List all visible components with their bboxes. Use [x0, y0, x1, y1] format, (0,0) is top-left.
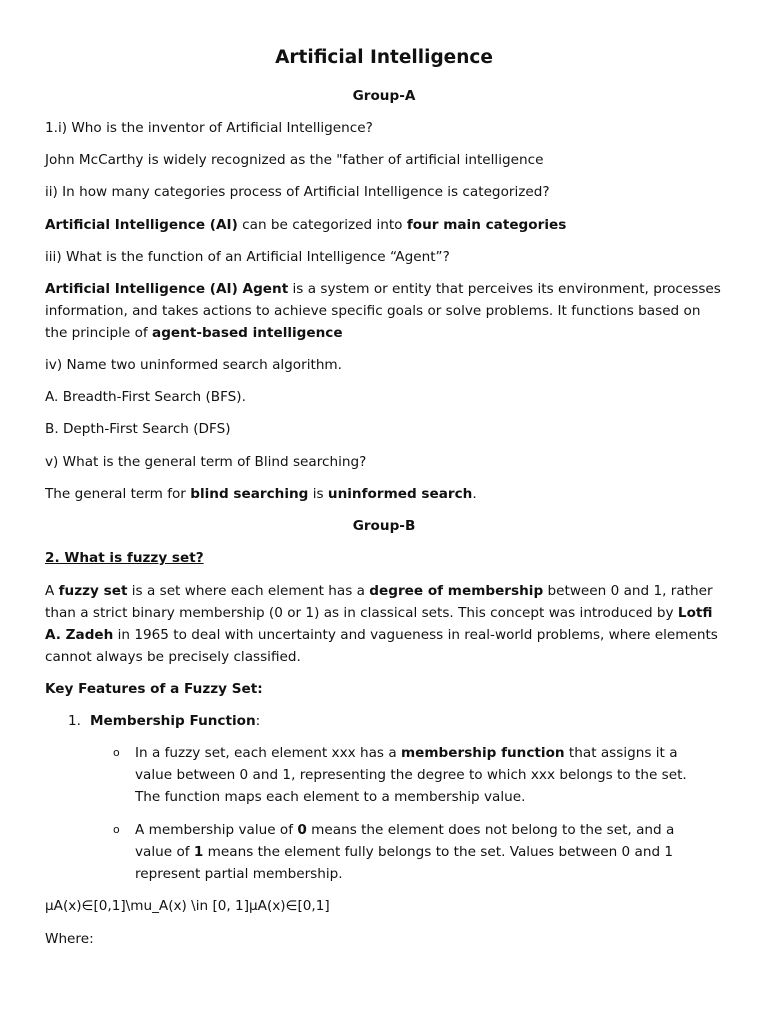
answer-5-text-1: The general term for: [45, 486, 191, 502]
group-a-heading: Group-A: [352, 88, 416, 104]
answer-5-text-3: .: [472, 486, 477, 502]
question-4: iv) Name two uninformed search algorithm.: [45, 357, 342, 373]
list-item-term: Membership Function: [90, 713, 256, 729]
bullet-icon: o: [113, 746, 120, 759]
question-1: 1.i) Who is the inventor of Artificial Intelligence?: [45, 120, 373, 136]
answer-2-text: can be categorized into: [237, 217, 407, 233]
answer-2-term: Artificial Intelligence (AI): [45, 217, 238, 233]
answer-5-term-1: blind searching: [190, 486, 309, 502]
bullet-icon: o: [113, 823, 120, 836]
fuzzy-term-1: fuzzy set: [58, 583, 128, 599]
answer-5-text-2: is: [308, 486, 328, 502]
answer-5: [45, 483, 725, 505]
fuzzy-question: 2. What is fuzzy set?: [45, 550, 204, 566]
bullet-2-text-1: A membership value of: [135, 822, 298, 838]
question-2: ii) In how many categories process of Artificial Intelligence is categorized?: [45, 184, 550, 200]
answer-1: John McCarthy is widely recognized as the "father of artificial intelligence: [45, 152, 544, 168]
question-5: v) What is the general term of Blind searching?: [45, 454, 367, 470]
bullet-2-value-1: 1: [193, 844, 204, 860]
fuzzy-text-2: is a set where each element has a: [127, 583, 370, 599]
bullet-item-2: [135, 819, 710, 885]
fuzzy-text-1: A: [45, 583, 59, 599]
answer-4-a: A. Breadth-First Search (BFS).: [45, 389, 246, 405]
answer-5-term-2: uninformed search: [327, 486, 473, 502]
fuzzy-definition: [45, 580, 725, 668]
answer-2: [45, 214, 725, 236]
where-label: Where:: [45, 931, 94, 947]
fuzzy-text-4: in 1965 to deal with uncertainty and vagueness in real-world problems, where elements cannot always be precisely classified.: [45, 627, 718, 665]
group-b-heading: Group-B: [352, 518, 416, 534]
page-title: Artificial Intelligence: [275, 47, 493, 68]
bullet-2-value-0: 0: [297, 822, 307, 838]
bullet-2-text-2: means the element does not belong to the set, and a value of: [135, 822, 675, 860]
bullet-1-term: membership function: [401, 745, 565, 761]
fuzzy-term-2: degree of membership: [369, 583, 544, 599]
key-features-heading: Key Features of a Fuzzy Set:: [45, 681, 263, 697]
list-item-colon: :: [255, 713, 261, 729]
answer-4-b: B. Depth-First Search (DFS): [45, 421, 231, 437]
membership-formula: μA(x)∈[0,1]\mu_A(x) \in [0, 1]μA(x)∈[0,1]: [45, 898, 330, 914]
bullet-item-1: [135, 742, 710, 808]
answer-3-text: is a system or entity that perceives its environment, processes information, and takes actions to achieve specific goals or solve problems. It functions based on the principle of: [45, 281, 721, 341]
answer-3-emphasis: agent-based intelligence: [152, 325, 343, 341]
bullet-2-text-3: means the element fully belongs to the set. Values between 0 and 1 represent partial membership.: [135, 844, 674, 882]
question-3: iii) What is the function of an Artificial Intelligence “Agent”?: [45, 249, 450, 265]
fuzzy-text-3: between 0 and 1, rather than a strict binary membership (0 or 1) as in classical sets. This concept was introduced by: [45, 583, 713, 621]
bullet-1-text-1: In a fuzzy set, each element xxx has a: [135, 745, 401, 761]
answer-2-emphasis: four main categories: [406, 217, 567, 233]
answer-3: [45, 278, 725, 344]
list-item-membership-function: [90, 710, 690, 732]
bullet-1-text-2: that assigns it a value between 0 and 1, representing the degree to which xxx belongs to the set. The function maps each element to a membership value.: [135, 745, 687, 805]
fuzzy-term-3: Lotfi A. Zadeh: [45, 605, 713, 643]
answer-3-term: Artificial Intelligence (AI) Agent: [45, 281, 289, 297]
list-number-1: 1.: [68, 713, 81, 729]
